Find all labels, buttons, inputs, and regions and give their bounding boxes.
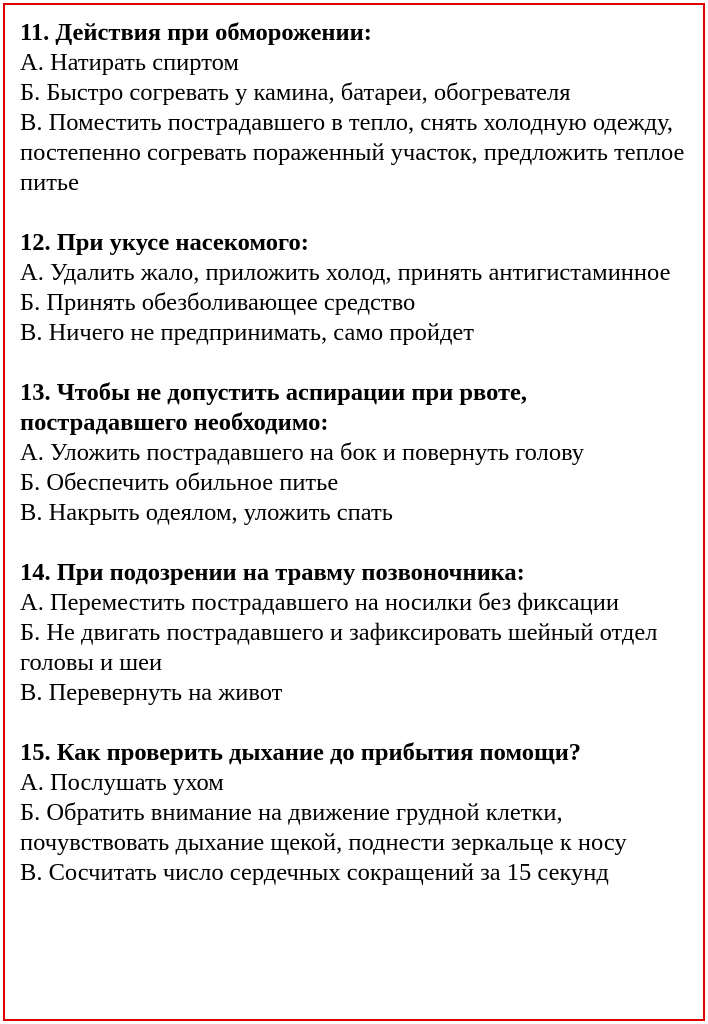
- answer-option-b: Б. Обеспечить обильное питье: [20, 469, 339, 496]
- answer-option-a: А. Удалить жало, приложить холод, принять антигистаминное: [20, 259, 671, 286]
- question-title: 15. Как проверить дыхание до прибытия помощи?: [20, 739, 582, 766]
- answer-option-a: А. Натирать спиртом: [20, 49, 239, 76]
- question-title: 11. Действия при обморожении:: [20, 19, 372, 46]
- answer-option-c: В. Поместить пострадавшего в тепло, снять холодную одежду, постепенно согревать пораженный участок, предложить теплое питье: [20, 109, 685, 196]
- question-13: [20, 378, 692, 528]
- answer-option-a: А. Послушать ухом: [20, 769, 224, 796]
- answer-option-b: Б. Не двигать пострадавшего и зафиксировать шейный отдел головы и шеи: [20, 619, 658, 676]
- question-title: 14. При подозрении на травму позвоночника:: [20, 559, 525, 586]
- answer-option-a: А. Переместить пострадавшего на носилки без фиксации: [20, 589, 619, 616]
- answer-option-c: В. Ничего не предпринимать, само пройдет: [20, 319, 474, 346]
- answer-option-c: В. Перевернуть на живот: [20, 679, 283, 706]
- question-12: [20, 228, 692, 348]
- question-14: [20, 558, 692, 708]
- answer-option-c: В. Накрыть одеялом, уложить спать: [20, 499, 393, 526]
- answer-option-a: А. Уложить пострадавшего на бок и повернуть голову: [20, 439, 585, 466]
- answer-option-b: Б. Принять обезболивающее средство: [20, 289, 416, 316]
- answer-option-c: В. Сосчитать число сердечных сокращений за 15 секунд: [20, 859, 609, 886]
- question-title: 12. При укусе насекомого:: [20, 229, 309, 256]
- question-15: [20, 738, 692, 888]
- answer-option-b: Б. Обратить внимание на движение грудной клетки, почувствовать дыхание щекой, поднести зеркальце к носу: [20, 799, 627, 856]
- document-body: [20, 18, 692, 888]
- question-11: [20, 18, 692, 198]
- question-title: 13. Чтобы не допустить аспирации при рвоте, пострадавшего необходимо:: [20, 379, 528, 436]
- answer-option-b: Б. Быстро согревать у камина, батареи, обогревателя: [20, 79, 571, 106]
